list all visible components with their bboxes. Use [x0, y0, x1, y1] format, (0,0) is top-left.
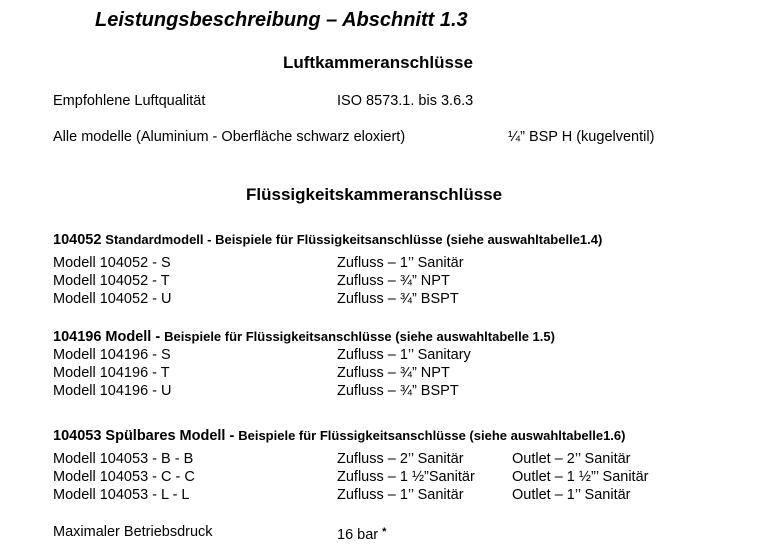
air-row	[0, 128, 757, 146]
air-row-label: Alle modelle (Aluminium - Oberfläche schwarz eloxiert)	[53, 129, 406, 145]
air-section-heading: Luftkammeranschlüsse	[283, 53, 473, 72]
air-row	[0, 92, 757, 110]
inlet-spec: Zufluss – ¾” BSPT	[337, 291, 459, 307]
model-name: Modell 104053 - B - B	[53, 451, 194, 467]
table-row	[0, 272, 757, 290]
table-row	[0, 486, 757, 504]
pressure-value-wrap	[337, 523, 386, 544]
group-description: Standardmodell - Beispiele für Flüssigkeitsanschlüsse (siehe auswahltabelle1.4)	[105, 232, 603, 247]
model-name: Modell 104053 - C - C	[53, 469, 195, 485]
inlet-spec: Zufluss – 1’’ Sanitary	[337, 347, 471, 363]
table-row	[0, 346, 757, 364]
model-name: Modell 104052 - U	[53, 291, 172, 307]
pressure-row	[0, 523, 757, 541]
document-title: Leistungsbeschreibung – Abschnitt 1.3	[95, 9, 468, 31]
inlet-spec: Zufluss – 1’’ Sanitär	[337, 255, 464, 271]
pressure-label: Maximaler Betriebsdruck	[53, 524, 213, 540]
group-heading-104053	[53, 426, 625, 445]
group-heading-104052	[53, 230, 602, 249]
model-name: Modell 104053 - L - L	[53, 487, 190, 503]
air-row-value: ISO 8573.1. bis 3.6.3	[337, 93, 474, 109]
group-model-number: 104052	[53, 232, 102, 248]
inlet-spec: Zufluss – 2’’ Sanitär	[337, 451, 464, 467]
table-row	[0, 450, 757, 468]
outlet-spec: Outlet – 2’’ Sanitär	[512, 451, 631, 467]
inlet-spec: Zufluss – ¾” NPT	[337, 365, 450, 381]
model-name: Modell 104052 - T	[53, 273, 170, 289]
outlet-spec: Outlet – 1 ½”’ Sanitär	[512, 469, 649, 485]
model-name: Modell 104196 - U	[53, 383, 172, 399]
inlet-spec: Zufluss – 1’’ Sanitär	[337, 487, 464, 503]
model-name: Modell 104196 - T	[53, 365, 170, 381]
inlet-spec: Zufluss – ¾” BSPT	[337, 383, 459, 399]
group-description: Beispiele für Flüssigkeitsanschlüsse (siehe auswahltabelle1.6)	[238, 428, 626, 443]
footnote-mark: *	[382, 526, 387, 538]
outlet-spec: Outlet – 1’’ Sanitär	[512, 487, 631, 503]
group-heading-104196	[53, 327, 555, 346]
table-row	[0, 364, 757, 382]
model-name: Modell 104196 - S	[53, 347, 171, 363]
group-model-number: 104053 Spülbares Modell -	[53, 428, 235, 444]
inlet-spec: Zufluss – ¾” NPT	[337, 273, 450, 289]
table-row	[0, 468, 757, 486]
table-row	[0, 290, 757, 308]
inlet-spec: Zufluss – 1 ½”Sanitär	[337, 469, 475, 485]
air-row-label: Empfohlene Luftqualität	[53, 93, 206, 109]
table-row	[0, 254, 757, 272]
table-row	[0, 382, 757, 400]
fluid-section-heading: Flüssigkeitskammeranschlüsse	[246, 185, 503, 204]
group-model-number: 104196 Modell -	[53, 329, 161, 345]
group-description: Beispiele für Flüssigkeitsanschlüsse (siehe auswahltabelle 1.5)	[164, 329, 555, 344]
model-name: Modell 104052 - S	[53, 255, 171, 271]
air-row-value: ¼” BSP H (kugelventil)	[508, 129, 655, 145]
pressure-value: 16 bar	[337, 527, 379, 543]
